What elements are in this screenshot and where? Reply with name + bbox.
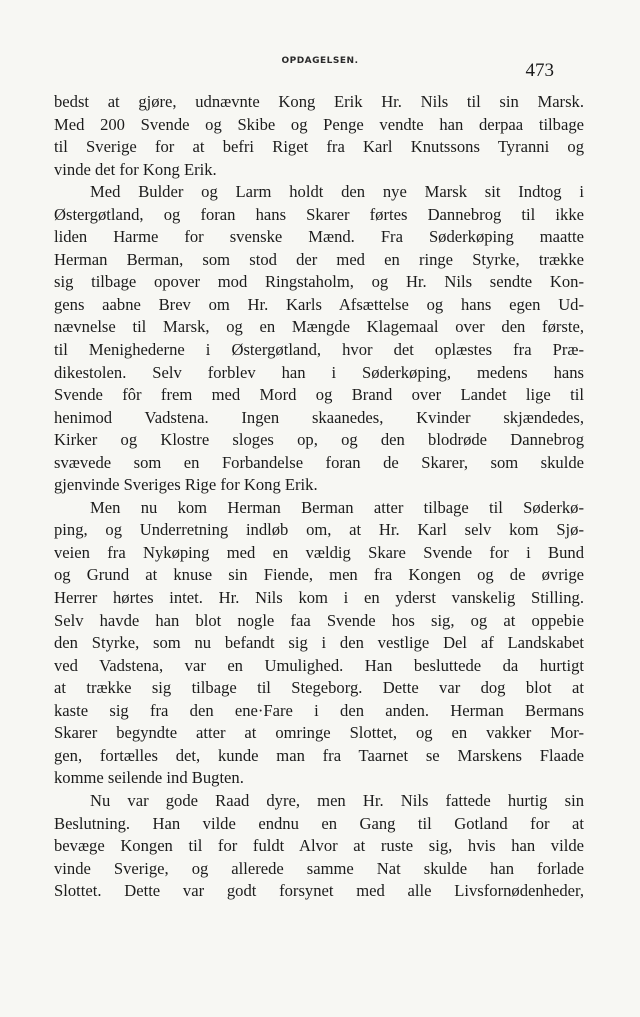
- text-line: Selv havde han blot nogle faa Svende hos sig, og at oppebie: [54, 610, 584, 630]
- text-line: Svende fôr frem med Mord og Brand over Landet lige til: [54, 385, 584, 405]
- text-line: Herrer hørtes intet. Hr. Nils kom i en yderst vanskelig Stilling.: [54, 588, 584, 608]
- text-line: Beslutning. Han vilde endnu en Gang til Gotland for at: [54, 813, 584, 833]
- text-line: og Grund at knuse sin Fiende, men fra Kongen og de øvrige: [54, 565, 584, 585]
- text-line: at trække sig tilbage til Stegeborg. Dette var dog blot at: [54, 678, 584, 698]
- text-line: vinde det for Kong Erik.: [54, 159, 217, 179]
- paragraph: [54, 181, 584, 497]
- text-line: Men nu kom Herman Berman atter tilbage til Søderkø-: [90, 497, 584, 517]
- text-line: sig tilbage opover mod Ringstaholm, og Hr. Nils sendte Kon-: [54, 272, 584, 292]
- text-line: komme seilende ind Bugten.: [54, 768, 244, 788]
- text-line: Herman Berman, som stod der med en ringe Styrke, trække: [54, 249, 584, 269]
- text-line: svævede som en Forbandelse foran de Skarer, som skulde: [54, 452, 584, 472]
- paragraph: [54, 790, 584, 903]
- paragraph: [54, 497, 584, 790]
- text-line: gen, fortælles det, kunde man fra Taarnet se Marskens Flaade: [54, 745, 584, 765]
- text-line: Med 200 Svende og Skibe og Penge vendte han derpaa tilbage: [54, 114, 584, 134]
- text-line: vinde Sverige, og allerede samme Nat skulde han forlade: [54, 858, 584, 878]
- text-line: Slottet. Dette var godt forsynet med alle Livsfornødenheder,: [54, 881, 584, 901]
- paragraph: [54, 91, 584, 181]
- text-line: til Menighederne i Østergøtland, hvor det oplæstes fra Præ-: [54, 340, 584, 360]
- text-line: gjenvinde Sveriges Rige for Kong Erik.: [54, 475, 318, 495]
- text-line: bevæge Kongen til for fuldt Alvor at ruste sig, hvis han vilde: [54, 836, 584, 856]
- text-line: Skarer begyndte atter at omringe Slottet, og en vakker Mor-: [54, 723, 584, 743]
- text-line: henimod Vadstena. Ingen skaanedes, Kvinder skjændedes,: [54, 407, 584, 427]
- text-line: bedst at gjøre, udnævnte Kong Erik Hr. Nils til sin Marsk.: [54, 92, 584, 111]
- text-line: nævnelse til Marsk, og en Mængde Klagemaal over den første,: [54, 317, 584, 337]
- text-line: den Styrke, som nu befandt sig i den vestlige Del af Landskabet: [54, 633, 584, 653]
- page-number: 473: [525, 60, 554, 81]
- text-line: Med Bulder og Larm holdt den nye Marsk sit Indtog i: [90, 182, 584, 202]
- text-line: kaste sig fra den ene·Fare i den anden. Herman Bermans: [54, 700, 584, 720]
- text-line: liden Harme for svenske Mænd. Fra Søderkøping maatte: [54, 227, 584, 247]
- text-line: ping, og Underretning indløb om, at Hr. Karl selv kom Sjø-: [54, 520, 584, 540]
- text-line: Nu var gode Raad dyre, men Hr. Nils fattede hurtig sin: [90, 790, 584, 810]
- text-line: Kirker og Klostre sloges op, og den blodrøde Dannebrog: [54, 430, 584, 450]
- text-line: til Sverige for at befri Riget fra Karl Knutssons Tyranni og: [54, 137, 584, 157]
- text-line: dikestolen. Selv forblev han i Søderkøping, medens hans: [54, 362, 584, 382]
- text-line: Østergøtland, og foran hans Skarer førtes Dannebrog til ikke: [54, 204, 584, 224]
- running-title: OPDAGELSEN.: [281, 56, 359, 66]
- text-line: gens aabne Brev om Hr. Karls Afsættelse og hans egen Ud-: [54, 294, 584, 314]
- text-line: veien fra Nykøping med en vældig Skare Svende for i Bund: [54, 542, 584, 562]
- text-line: ved Vadstena, var en Umulighed. Han besluttede da hurtigt: [54, 655, 584, 675]
- body-text: [54, 91, 584, 903]
